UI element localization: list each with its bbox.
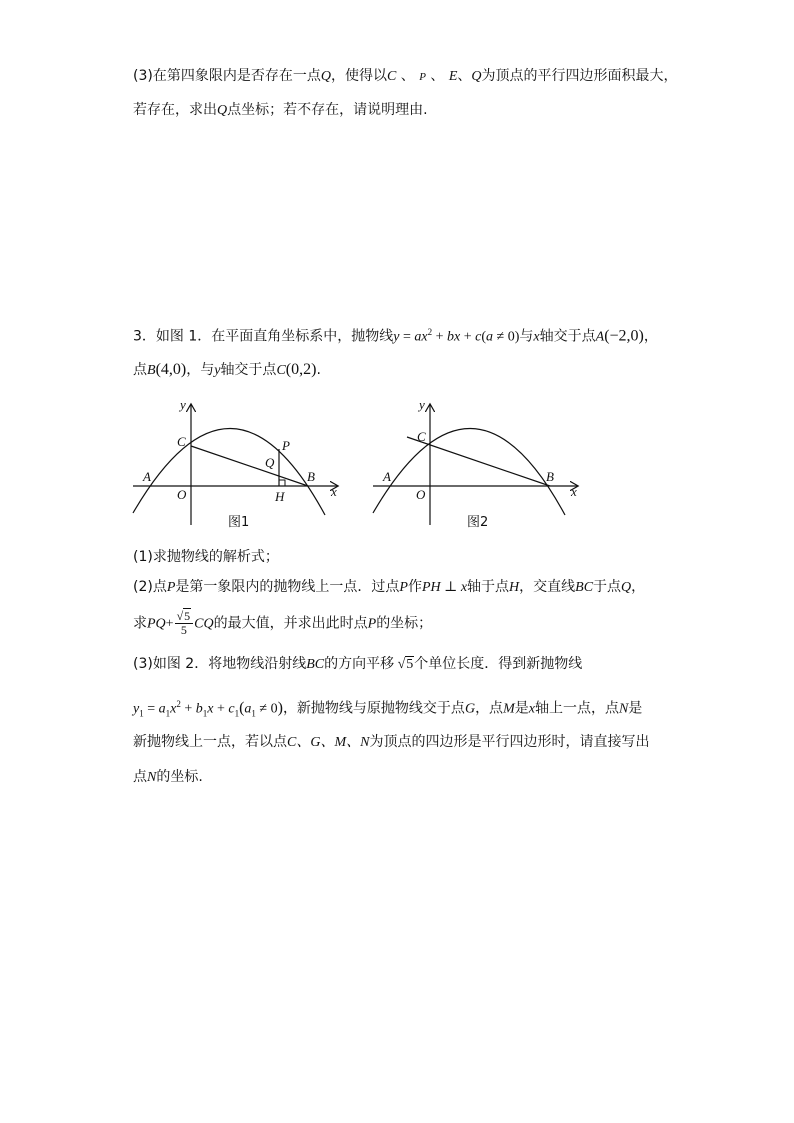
label-q: Q [265, 455, 275, 470]
label-x: x [331, 484, 337, 499]
label-o: O [416, 487, 426, 502]
problem3-intro-line2: 点B(4,0)，与y轴交于点C(0,2). [133, 361, 321, 378]
question-2-line2: 求PQ+ $\frac{√5}{5}$ CQ的最大值，并求出此时点P的坐标； [133, 609, 433, 637]
parabola [133, 428, 325, 515]
prev-part3-line2: 若存在，求出Q点坐标；若不存在，请说明理由. [133, 102, 428, 118]
label-b: B [546, 469, 554, 484]
question-3-line3: 新抛物线上一点，若以点C、G、M、N为顶点的四边形是平行四边形时，请直接写出 [133, 734, 650, 750]
prev-part3-line1: (3)在第四象限内是否存在一点Q，使得以C 、 P 、 E、Q为顶点的平行四边形面积最大， [133, 68, 678, 84]
problem3-intro-line1: 3．如图 1．在平面直角坐标系中，抛物线$y = ax^2$ + bx + c(a ≠ 0)与x轴交于点A(−2,0)， [133, 327, 658, 345]
label-o: O [177, 487, 187, 502]
right-angle-mark [279, 480, 285, 486]
fraction-sqrt5-over-5: $\frac{√5}{5}$ [175, 610, 194, 637]
label-y: y [180, 397, 186, 412]
label-a: A [383, 469, 391, 484]
label-a: A [143, 469, 151, 484]
parabola [373, 428, 565, 515]
label-x: x [571, 484, 577, 499]
label-c: C [417, 429, 426, 444]
fig1-caption: 图1 [228, 515, 250, 530]
question-3-line1: (3)如图 2．将地物线沿射线BC的方向平移 √5个单位长度．得到新抛物线 [133, 656, 583, 672]
question-3-line2: $y_1 = a_1x^2 + b_1x + c_1(a_1 \ne 0)$，新抛物线与原抛物线交于点G，点M是x轴上一点，点N是 [133, 699, 643, 719]
fig2-caption: 图2 [467, 515, 489, 530]
label-p: P [282, 438, 290, 453]
question-1: (1)求抛物线的解析式； [133, 549, 279, 565]
label-b: B [307, 469, 315, 484]
label-y: y [419, 397, 425, 412]
figure-1 [125, 395, 350, 535]
question-2-line1: (2)点P是第一象限内的抛物线上一点．过点P作PH ⊥ x轴于点H，交直线BC于点Q， [133, 579, 646, 595]
label-c: C [177, 434, 186, 449]
line-bc [191, 446, 308, 486]
figure-2 [365, 395, 590, 535]
label-h: H [275, 489, 285, 504]
question-3-line4: 点N的坐标. [133, 769, 203, 785]
